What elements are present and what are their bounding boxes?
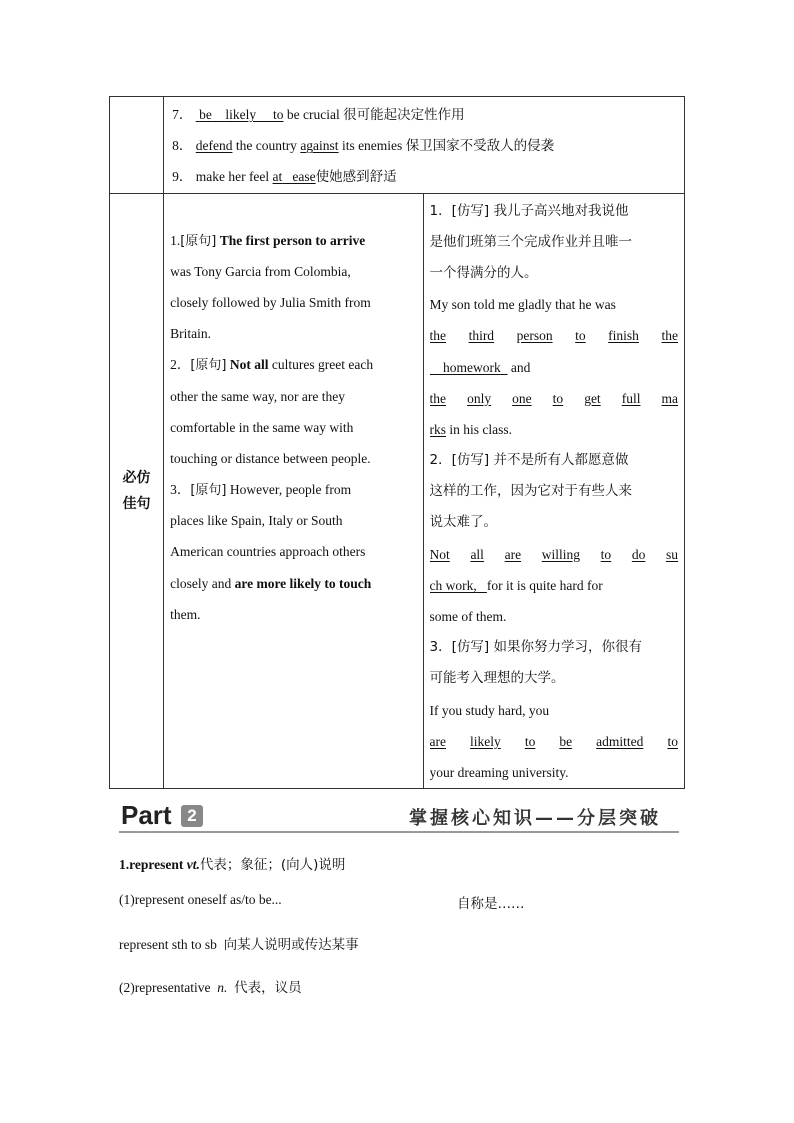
part-header — [119, 800, 679, 834]
imitation-3-answer: are likely to be admitted to — [429, 733, 678, 749]
original-1-line: was Tony Garcia from Colombia, — [170, 263, 351, 279]
imitation-2-end: some of them. — [429, 609, 507, 624]
imitation-1-answer: homework and — [443, 359, 531, 375]
part-title: 掌握核心知识——分层突破 — [409, 808, 661, 829]
imitation-1-head: 1．[仿写] 我儿子高兴地对我说他 — [429, 202, 629, 219]
imitation-2-answer: ch work, for it is quite hard for — [429, 577, 603, 593]
part-divider — [119, 831, 679, 833]
imitation-2-answer: Not all are willing to do su — [429, 546, 678, 562]
imitation-1-cn: 一个得满分的人。 — [429, 264, 538, 281]
original-2-head: 2．[原句] Not all cultures greet each — [170, 357, 374, 374]
imitation-3-end: your dreaming university. — [429, 764, 569, 780]
phrase-9: 9． make her feel at ease使她感到舒适 — [172, 169, 397, 186]
imitation-1-en: My son told me gladly that he was — [429, 297, 616, 313]
original-3-head: 3．[原句] However, people from — [170, 482, 352, 499]
imitation-sentences-cell — [423, 193, 684, 789]
content-table — [109, 96, 685, 789]
phrase-7: 7． be likely to be crucial 很可能起决定性作用 — [172, 107, 465, 123]
section-label-line1: 必仿 — [122, 469, 151, 486]
entry-item-1: (1)represent oneself as/to be... — [119, 892, 282, 907]
original-sentences-cell — [164, 193, 423, 789]
original-1-head: 1.[原句] The first person to arrive — [170, 232, 366, 249]
imitation-1-answer: the only one to get full ma — [429, 390, 678, 406]
entry-item-1-cn: 自称是…… — [457, 896, 525, 912]
original-3-line: closely and are more likely to touch — [170, 575, 372, 591]
original-2-line: other the same way, nor are they — [170, 388, 346, 404]
original-3-line: places like Spain, Italy or South — [170, 513, 343, 529]
imitation-2-cn: 说太难了。 — [429, 514, 498, 531]
imitation-2-head: 2．[仿写] 并不是所有人都愿意做 — [429, 452, 629, 469]
answer-blank: at ease — [272, 169, 316, 185]
entry-heading: 1.represent vt.代表；象征；(向人)说明 — [119, 857, 346, 873]
original-1-line: closely followed by Julia Smith from — [170, 294, 371, 310]
answer-blank: defend — [195, 138, 233, 154]
section-label-line2: 佳句 — [122, 495, 151, 512]
part-word: Part — [121, 800, 172, 830]
part-number-badge: 2 — [181, 805, 203, 827]
vocab-cell — [164, 97, 685, 194]
entry-item-2: represent sth to sb 向某人说明或传达某事 — [119, 937, 359, 953]
original-1-line: Britain. — [170, 326, 211, 342]
imitation-3-cn: 可能考入理想的大学。 — [429, 670, 565, 687]
imitation-3-en: If you study hard, you — [429, 702, 550, 718]
phrase-8: 8． defend the country against its enemies 保卫国家不受敌人的侵袭 — [172, 138, 555, 155]
answer-blank: against — [300, 138, 339, 154]
original-2-line: comfortable in the same way with — [170, 419, 354, 435]
original-2-line: touching or distance between people. — [170, 450, 371, 466]
imitation-3-head: 3．[仿写] 如果你努力学习，你很有 — [429, 639, 642, 656]
section-label-cell — [110, 193, 164, 789]
original-3-line: American countries approach others — [170, 544, 366, 560]
imitation-1-cn: 是他们班第三个完成作业并且唯一 — [429, 233, 633, 250]
imitation-2-cn: 这样的工作，因为它对于有些人来 — [429, 483, 633, 500]
empty-label-cell — [110, 97, 164, 194]
imitation-1-end: rks in his class. — [429, 421, 513, 437]
entry-item-3: (2)representative n. 代表，议员 — [119, 980, 302, 996]
imitation-1-answer: the third person to finish the — [429, 328, 678, 344]
original-3-line: them. — [170, 606, 201, 622]
answer-blank: be likely to — [199, 107, 284, 122]
